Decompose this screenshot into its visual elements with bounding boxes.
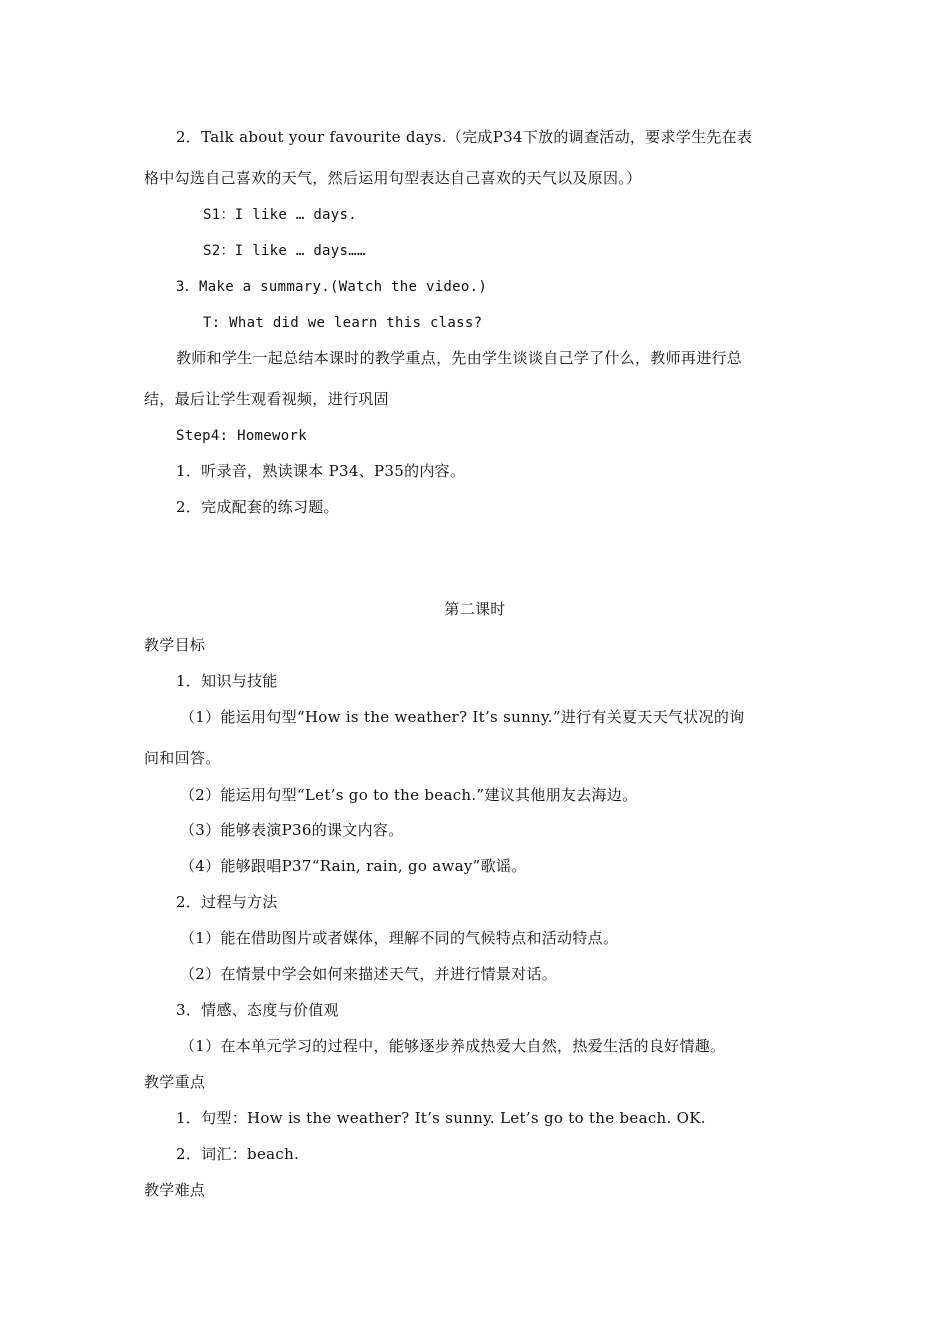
teacher-question: T: What did we learn this class? <box>203 315 483 331</box>
section-difficulties: 教学难点 <box>144 1181 206 1199</box>
lesson2-title: 第二课时 <box>444 600 506 618</box>
step3-item2-line1: 2．Talk about your favourite days.（完成P34下放的调查活动，要求学生先在表 <box>176 128 753 146</box>
objective-1-1-line1: （1）能运用句型“How is the weather? It’s sunny.”进行有关夏天天气状况的询 <box>180 708 745 726</box>
dialogue-s2: S2：I like … days…… <box>203 243 366 259</box>
objective-emotion-values: 3．情感、态度与价值观 <box>176 1001 339 1019</box>
objective-2-1: （1）能在借助图片或者媒体，理解不同的气候特点和活动特点。 <box>180 929 619 947</box>
section-objectives: 教学目标 <box>144 636 206 654</box>
objective-1-3: （3）能够表演P36的课文内容。 <box>180 821 404 839</box>
homework-item2: 2．完成配套的练习题。 <box>176 498 339 516</box>
objective-1-4: （4）能够跟唱P37“Rain, rain, go away”歌谣。 <box>180 857 527 875</box>
step3-item2-line2: 格中勾选自己喜欢的天气，然后运用句型表达自己喜欢的天气以及原因。） <box>144 169 642 187</box>
section-key-points: 教学重点 <box>144 1073 206 1091</box>
objective-3-1: （1）在本单元学习的过程中，能够逐步养成热爱大自然，热爱生活的良好情趣。 <box>180 1037 726 1055</box>
step4-heading: Step4: Homework <box>176 428 307 444</box>
objective-1-2: （2）能运用句型“Let’s go to the beach.”建议其他朋友去海边。 <box>180 786 638 804</box>
step3-item3: 3．Make a summary.(Watch the video.) <box>176 279 488 295</box>
key-point-sentences: 1．句型：How is the weather? It’s sunny. Let’s go to the beach. OK. <box>176 1109 706 1127</box>
summary-para-line2: 结，最后让学生观看视频，进行巩固 <box>144 390 389 408</box>
objective-1-1-line2: 问和回答。 <box>144 749 221 767</box>
summary-para-line1: 教师和学生一起总结本课时的教学重点，先由学生谈谈自己学了什么，教师再进行总 <box>176 349 743 367</box>
homework-item1: 1．听录音，熟读课本 P34、P35的内容。 <box>176 462 466 480</box>
key-point-vocabulary: 2．词汇：beach. <box>176 1145 300 1163</box>
objective-process-methods: 2．过程与方法 <box>176 893 278 911</box>
objective-2-2: （2）在情景中学会如何来描述天气，并进行情景对话。 <box>180 965 558 983</box>
dialogue-s1: S1：I like … days. <box>203 207 357 223</box>
objective-knowledge-skills: 1．知识与技能 <box>176 672 278 690</box>
